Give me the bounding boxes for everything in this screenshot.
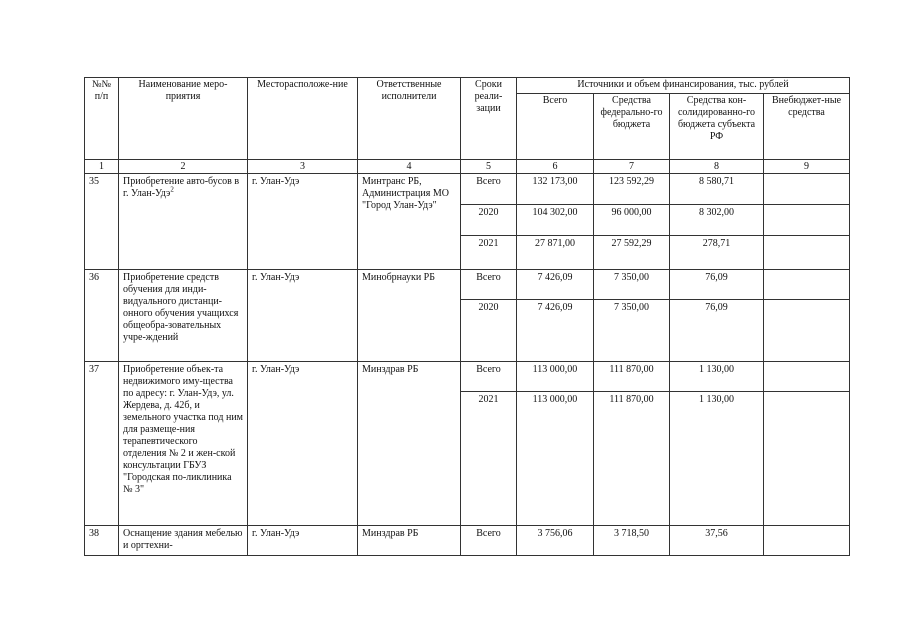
row-number: 35 <box>85 174 119 270</box>
row-total: 132 173,00 <box>517 174 594 205</box>
row-total: 7 426,09 <box>517 300 594 362</box>
row-federal: 123 592,29 <box>594 174 670 205</box>
row-name-text: Приобретение авто-бусов в г. Улан-Удэ <box>123 176 240 199</box>
row-federal: 111 870,00 <box>594 392 670 526</box>
row-place: г. Улан-Удэ <box>248 362 358 526</box>
header-extrabudget: Внебюджет-ные средства <box>764 94 850 160</box>
header-place: Месторасположе-ние <box>248 78 358 160</box>
row-term: Всего <box>461 270 517 300</box>
row-name: Приобретение объек-та недвижимого иму-щества по адресу: г. Улан-Удэ, ул. Жердева, д. 42б, и земельного участка под ним для размеще-ния терапевтического отделения № 2 и жен-ской консультации ГБУЗ "Городская по-ликлиника № 3" <box>119 362 248 526</box>
table-row <box>85 526 850 556</box>
header-executors: Ответственные исполнители <box>358 78 461 160</box>
row-term: Всего <box>461 362 517 392</box>
table-row <box>85 270 850 300</box>
row-place: г. Улан-Удэ <box>248 526 358 556</box>
row-executors: Минтранс РБ, Администрация МО "Город Улан-Удэ" <box>358 174 461 270</box>
row-regional: 8 302,00 <box>670 205 764 236</box>
row-federal: 111 870,00 <box>594 362 670 392</box>
column-number: 2 <box>119 160 248 174</box>
row-extrabudget <box>764 362 850 392</box>
column-number: 1 <box>85 160 119 174</box>
row-place: г. Улан-Удэ <box>248 270 358 362</box>
row-federal: 7 350,00 <box>594 270 670 300</box>
row-regional: 37,56 <box>670 526 764 556</box>
row-regional: 8 580,71 <box>670 174 764 205</box>
column-number: 3 <box>248 160 358 174</box>
row-term: 2021 <box>461 236 517 270</box>
row-extrabudget <box>764 300 850 362</box>
row-executors: Минздрав РБ <box>358 526 461 556</box>
row-name <box>119 174 248 270</box>
row-term: Всего <box>461 526 517 556</box>
row-federal: 7 350,00 <box>594 300 670 362</box>
row-federal: 27 592,29 <box>594 236 670 270</box>
row-extrabudget <box>764 205 850 236</box>
table-row <box>85 174 850 205</box>
row-extrabudget <box>764 526 850 556</box>
row-total: 113 000,00 <box>517 362 594 392</box>
row-place: г. Улан-Удэ <box>248 174 358 270</box>
column-numbers-row <box>85 160 850 174</box>
row-regional: 1 130,00 <box>670 392 764 526</box>
column-number: 7 <box>594 160 670 174</box>
row-number: 38 <box>85 526 119 556</box>
row-total: 113 000,00 <box>517 392 594 526</box>
row-name: Оснащение здания мебелью и оргтехни- <box>119 526 248 556</box>
row-number: 37 <box>85 362 119 526</box>
column-number: 5 <box>461 160 517 174</box>
row-executors: Минобрнауки РБ <box>358 270 461 362</box>
header-total: Всего <box>517 94 594 160</box>
row-total: 27 871,00 <box>517 236 594 270</box>
column-number: 9 <box>764 160 850 174</box>
row-name: Приобретение средств обучения для инди-видуального дистанци-онного обучения учащихся общеобра-зовательных учре-ждений <box>119 270 248 362</box>
row-regional: 76,09 <box>670 300 764 362</box>
row-regional: 278,71 <box>670 236 764 270</box>
row-total: 3 756,06 <box>517 526 594 556</box>
row-term: 2020 <box>461 300 517 362</box>
header-sources: Источники и объем финансирования, тыс. рублей <box>517 78 850 94</box>
financing-table <box>84 77 850 556</box>
row-federal: 96 000,00 <box>594 205 670 236</box>
row-regional: 1 130,00 <box>670 362 764 392</box>
row-extrabudget <box>764 174 850 205</box>
row-total: 104 302,00 <box>517 205 594 236</box>
row-regional: 76,09 <box>670 270 764 300</box>
header-num: №№ п/п <box>85 78 119 160</box>
header-federal: Средства федерально-го бюджета <box>594 94 670 160</box>
column-number: 8 <box>670 160 764 174</box>
row-federal: 3 718,50 <box>594 526 670 556</box>
row-extrabudget <box>764 392 850 526</box>
header-row-1 <box>85 78 850 94</box>
table-row <box>85 362 850 392</box>
footnote-mark: 2 <box>170 185 174 194</box>
row-total: 7 426,09 <box>517 270 594 300</box>
row-extrabudget <box>764 236 850 270</box>
header-name: Наименование меро-приятия <box>119 78 248 160</box>
column-number: 4 <box>358 160 461 174</box>
header-terms: Сроки реали-зации <box>461 78 517 160</box>
header-regional: Средства кон-солидированно-го бюджета субъекта РФ <box>670 94 764 160</box>
row-number: 36 <box>85 270 119 362</box>
row-term: Всего <box>461 174 517 205</box>
row-extrabudget <box>764 270 850 300</box>
row-term: 2021 <box>461 392 517 526</box>
row-term: 2020 <box>461 205 517 236</box>
row-executors: Минздрав РБ <box>358 362 461 526</box>
column-number: 6 <box>517 160 594 174</box>
